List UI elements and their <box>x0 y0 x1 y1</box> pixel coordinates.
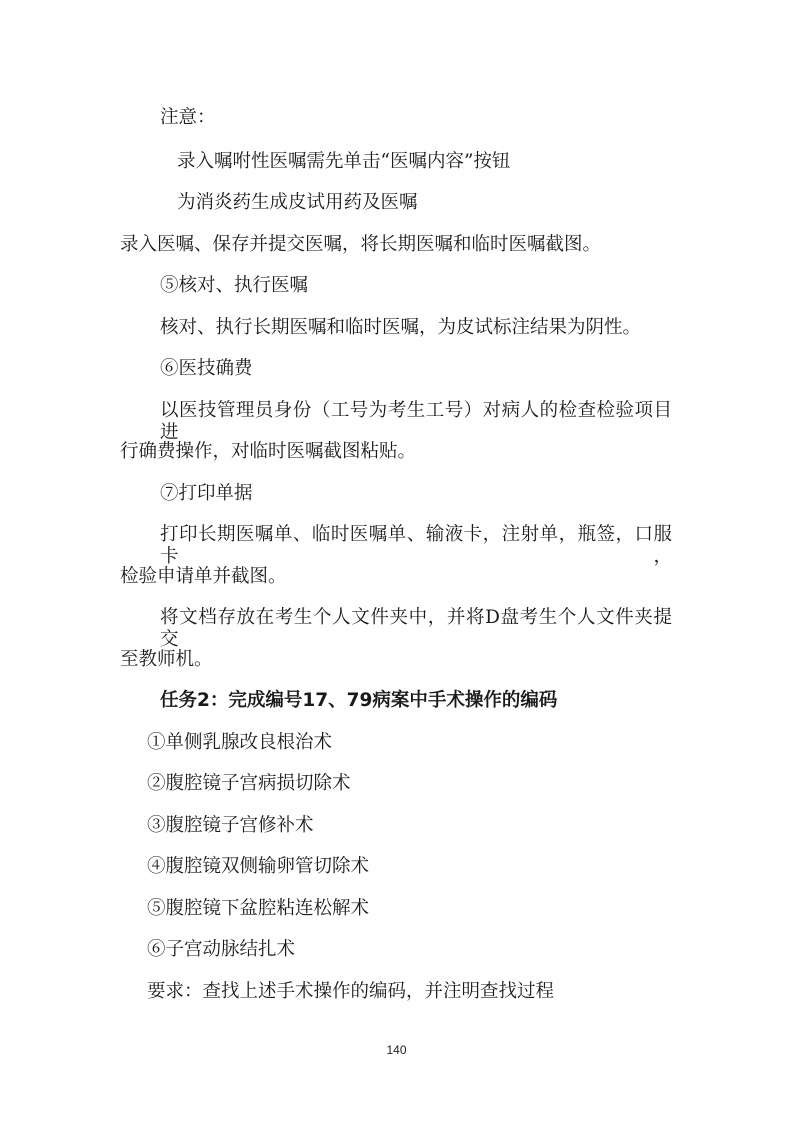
note-item-2: 为消炎药生成皮试用药及医嘱 <box>177 192 418 213</box>
note-heading: 注意： <box>160 107 216 128</box>
step-7-heading: ⑦打印单据 <box>160 483 253 504</box>
procedure-item-6: ⑥子宫动脉结扎术 <box>147 939 296 960</box>
step-6-heading: ⑥医技确费 <box>160 358 253 379</box>
step-5-heading: ⑤核对、执行医嘱 <box>160 275 309 296</box>
procedure-item-4: ④腹腔镜双侧输卵管切除术 <box>147 856 370 877</box>
page-number: 140 <box>386 1043 407 1057</box>
procedure-item-3: ③腹腔镜子宫修补术 <box>147 815 314 836</box>
step-5-paragraph: 核对、执行长期医嘱和临时医嘱，为皮试标注结果为阴性。 <box>160 317 642 338</box>
procedure-item-1: ①单侧乳腺改良根治术 <box>147 732 333 753</box>
note-item-1: 录入嘱咐性医嘱需先单击“医嘱内容”按钮 <box>177 151 511 172</box>
procedure-item-2: ②腹腔镜子宫病损切除术 <box>147 773 351 794</box>
step-6-paragraph-line-2: 行确费操作，对临时医嘱截图粘贴。 <box>120 441 417 462</box>
procedure-item-5: ⑤腹腔镜下盆腔粘连松解术 <box>147 898 370 919</box>
step-7-paragraph-line-1: 打印长期医嘱单、临时医嘱单、输液卡，注射单，瓶签，口服卡， <box>160 524 672 567</box>
save-instruction-line-1: 将文档存放在考生个人文件夹中，并将D盘考生个人文件夹提交 <box>160 607 672 650</box>
task-2-heading: 任务2：完成编号17、79病案中手术操作的编码 <box>160 690 558 711</box>
step-6-paragraph-line-1: 以医技管理员身份（工号为考生工号）对病人的检查检验项目进 <box>160 400 672 443</box>
requirement-line: 要求：查找上述手术操作的编码，并注明查找过程 <box>147 981 555 1002</box>
step-7-paragraph-line-2: 检验申请单并截图。 <box>120 566 287 587</box>
paragraph-record-orders: 录入医嘱、保存并提交医嘱，将长期医嘱和临时医嘱截图。 <box>120 234 602 255</box>
save-instruction-line-2: 至教师机。 <box>120 649 213 670</box>
